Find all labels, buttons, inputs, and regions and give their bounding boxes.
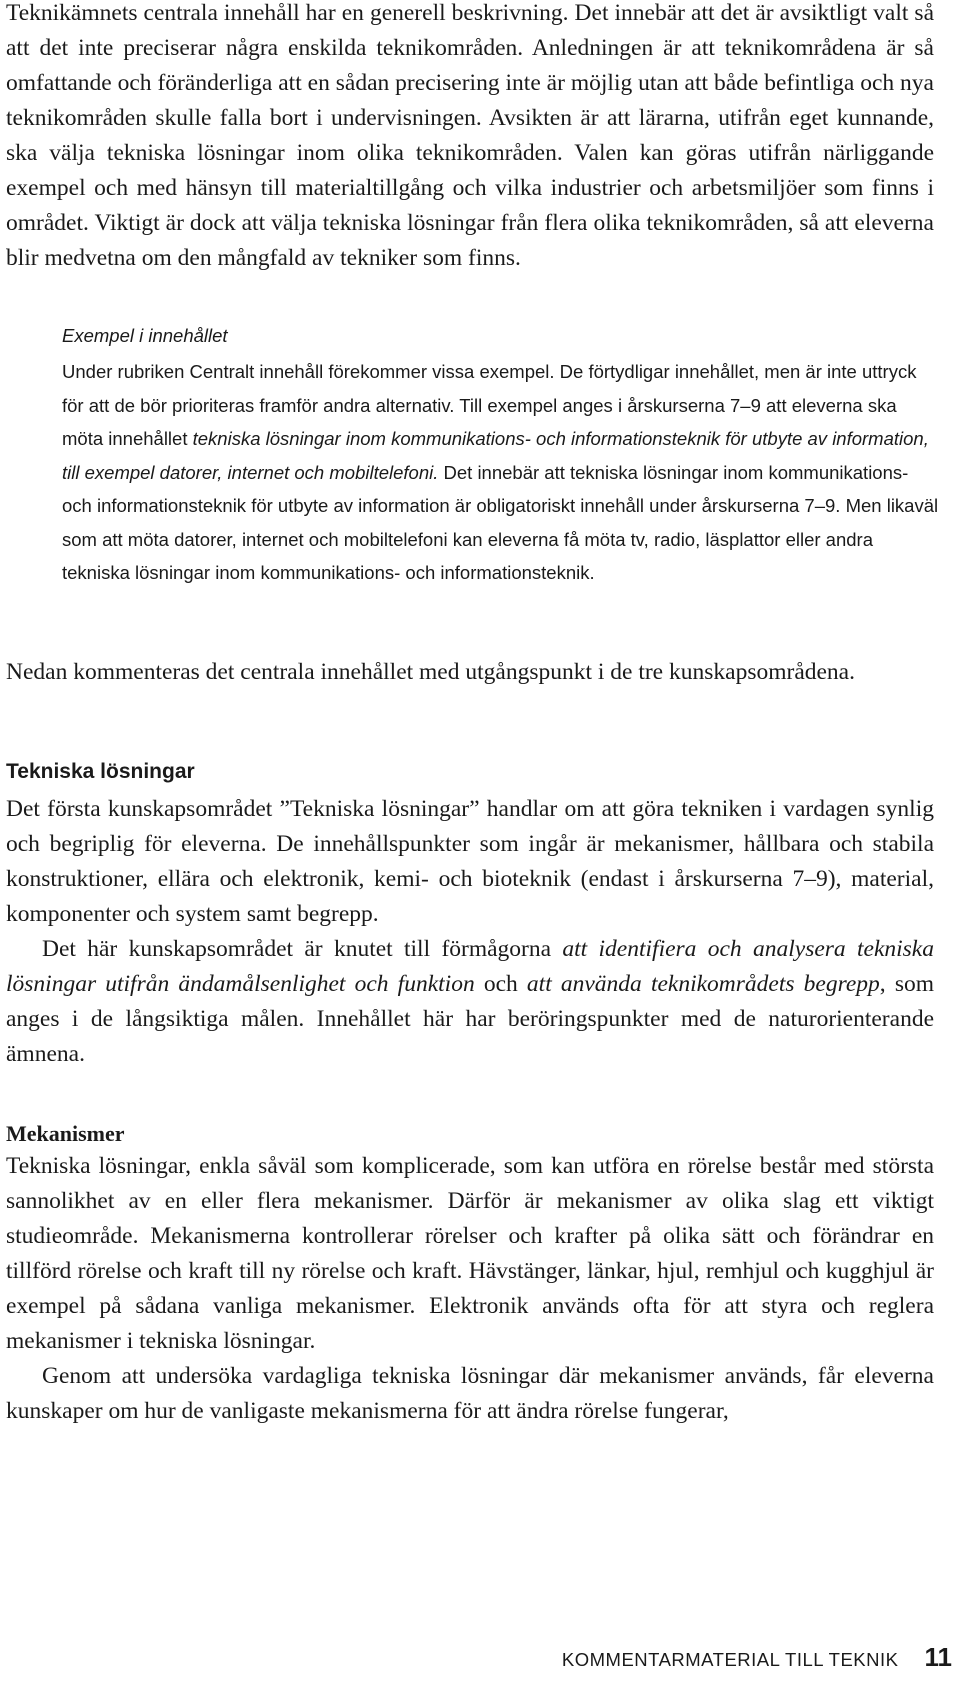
tekniska-p2-italic-b: att använda teknikområdets begrepp [526, 971, 880, 997]
section-tekniska-losningar [6, 760, 934, 1072]
example-box-text [62, 355, 942, 590]
example-box [62, 325, 942, 590]
mekanismer-paragraph-2: Genom att undersöka vardagliga tekniska lösningar där mekanismer används, får eleverna kunskaper om hur de vanligaste mekanismerna för att ändra rörelse fungerar, [6, 1363, 934, 1424]
footer-label: KOMMENTARMATERIAL TILL TEKNIK [561, 1649, 899, 1670]
intro-paragraph [6, 0, 934, 276]
tekniska-p2-text-c: , som anges i de långsiktiga målen. Innehållet här har beröringspunkter med de naturorienterande ämnena. [6, 971, 934, 1067]
page-number: 11 [924, 1642, 952, 1672]
section-heading-tekniska: Tekniska lösningar [6, 760, 195, 783]
mekanismer-paragraph-1: Tekniska lösningar, enkla såväl som komplicerade, som kan utföra en rörelse består med största sannolikhet av en eller flera mekanismer. Därför är mekanismer av olika slag ett viktigt studieområde. Mekanismerna kontrollerar rörelser och krafter på olika sätt och förändrar en tillförd rörelse och kraft till ny rörelse och kraft. Hävstänger, länkar, hjul, remhjul och kugghjul är exempel på sådana vanliga mekanismer. Elektronik används ofta för att styra och reglera mekanismer i tekniska lösningar. [6, 1153, 934, 1354]
transition-paragraph-text: Nedan kommenteras det centrala innehållet med utgångspunkt i de tre kunskapsområdena. [6, 659, 855, 685]
tekniska-p2-italic-a: att identifiera och analysera tekniska lösningar utifrån ändamålsenlighet och funktion [6, 936, 934, 997]
tekniska-p2-text-a: Det här kunskapsområdet är knutet till förmågorna [42, 936, 563, 962]
tekniska-paragraph-2 [6, 932, 934, 1072]
section-mekanismer [6, 1121, 934, 1429]
tekniska-p2-text-b: och [474, 971, 527, 997]
tekniska-paragraph-1: Det första kunskapsområdet ”Tekniska lösningar” handlar om att göra tekniken i vardagen synlig och begriplig för eleverna. De innehållspunkter som ingår är mekanismer, hållbara och stabila konstruktioner, ellära och elektronik, kemi- och bioteknik (endast i årskurserna 7–9), material, komponenter och system samt begrepp. [6, 796, 934, 927]
example-box-heading: Exempel i innehållet [62, 325, 228, 346]
page-footer [562, 1642, 952, 1673]
example-text-2: Det innebär att tekniska lösningar inom kommunikations- och informationsteknik för utbyte av information är obligatoriskt innehåll under årskurserna 7–9. Men likaväl som att möta datorer, internet och mobiltelefoni kan eleverna få möta tv, radio, läsplattor eller andra tekniska lösningar inom kommunikations- och informationsteknik. [62, 461, 939, 583]
example-text-1: Under rubriken Centralt innehåll förekommer vissa exempel. De förtydligar innehållet, men är inte uttryck för att de bör prioriteras framför andra alternativ. Till exempel anges i årskurserna 7–9 att eleverna ska möta innehållet [62, 361, 917, 449]
section-heading-mekanismer: Mekanismer [6, 1121, 125, 1146]
example-italic-1: tekniska lösningar inom kommunikations- och informationsteknik för utbyte av information, till exempel datorer, internet och mobiltelefoni. [62, 428, 929, 483]
transition-paragraph [6, 655, 934, 690]
intro-paragraph-text: Teknikämnets centrala innehåll har en generell beskrivning. Det innebär att det är avsiktligt valt så att det inte preciserar några enskilda teknikområden. Anledningen är att teknikområdena är så omfattande och föränderliga att en sådan precisering inte är möjlig utan att både befintliga och nya teknikområden skulle falla bort i undervisningen. Avsikten är att lärarna, utifrån eget kunnande, ska välja tekniska lösningar inom olika teknikområden. Valen kan göras utifrån närliggande exempel och med hänsyn till materialtillgång och vilka industrier och arbetsmiljöer som finns i området. Viktigt är dock att välja tekniska lösningar från flera olika teknikområden, så att eleverna blir medvetna om den mångfald av tekniker som finns. [6, 0, 934, 271]
